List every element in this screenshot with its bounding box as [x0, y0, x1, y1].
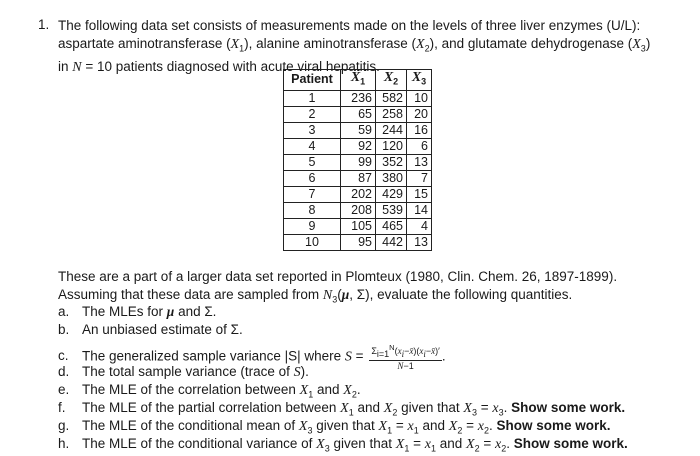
- cell-x3: 7: [407, 170, 432, 186]
- header-patient: Patient: [284, 70, 341, 91]
- cell-x3: 13: [407, 154, 432, 170]
- cell-x3: 4: [407, 218, 432, 234]
- item-f: f. The MLE of the partial correlation between $X_1$ and $X_2$ given that $X_3 = x_3$. Show some work.: [58, 400, 626, 418]
- cell-x1: 208: [341, 202, 376, 218]
- cell-x1: 202: [341, 186, 376, 202]
- cell-x3: 16: [407, 122, 432, 138]
- cell-patient: 9: [284, 218, 341, 234]
- item-a: a. The MLEs for μ and Σ.: [58, 304, 217, 319]
- header-x2: $X_2$: [376, 70, 407, 91]
- cell-x1: 87: [341, 170, 376, 186]
- table-row: [284, 106, 432, 122]
- item-d: d. The total sample variance (trace of S).: [58, 364, 309, 380]
- cell-x1: 65: [341, 106, 376, 122]
- item-g: g. The MLE of the conditional mean of $X_3$ given that $X_1 = x_1$ and $X_2 = x_2$. Show some work.: [58, 418, 611, 436]
- cell-x3: 10: [407, 90, 432, 106]
- intro-line-3: in N = 10 patients diagnosed with acute viral hepatitis.: [58, 58, 380, 75]
- item-c: c. The generalized sample variance |S| where S = $\frac{\Sigma_{i=1}^N(x_i-x̄)(x_i-x̄)'}{N-1}$ .: [58, 343, 446, 371]
- cell-patient: 8: [284, 202, 341, 218]
- cell-patient: 3: [284, 122, 341, 138]
- cell-x3: 20: [407, 106, 432, 122]
- cell-x2: 380: [376, 170, 407, 186]
- header-x3: $X_3$: [407, 70, 432, 91]
- cell-x3: 6: [407, 138, 432, 154]
- cell-x3: 15: [407, 186, 432, 202]
- cell-patient: 1: [284, 90, 341, 106]
- table-row: [284, 234, 432, 250]
- cell-x1: 236: [341, 90, 376, 106]
- cell-x1: 95: [341, 234, 376, 250]
- cell-x2: 465: [376, 218, 407, 234]
- item-b: b. An unbiased estimate of Σ.: [58, 322, 243, 337]
- intro-line-2: aspartate aminotransferase $(X_1)$, alanine aminotransferase $(X_2)$, and glutamate dehydrogenase $(X_3)$: [58, 36, 651, 54]
- table-row: [284, 90, 432, 106]
- table-row: [284, 138, 432, 154]
- cell-patient: 2: [284, 106, 341, 122]
- cell-x1: 99: [341, 154, 376, 170]
- cell-x2: 120: [376, 138, 407, 154]
- cell-x2: 244: [376, 122, 407, 138]
- cell-x2: 582: [376, 90, 407, 106]
- intro-line-1: The following data set consists of measurements made on the levels of three liver enzymes (U/L):: [58, 18, 641, 33]
- cell-x2: 539: [376, 202, 407, 218]
- context-paragraph: [58, 268, 617, 309]
- sample-covariance-fraction: $\frac{\Sigma_{i=1}^N(x_i-x̄)(x_i-x̄)'}{N-1}$: [371, 343, 440, 371]
- cell-patient: 10: [284, 234, 341, 250]
- table-row: [284, 186, 432, 202]
- table-row: [284, 154, 432, 170]
- context-line-2: Assuming that these data are sampled from $N_3(\mu$, Σ), evaluate the following quantities.: [58, 287, 573, 305]
- item-e: e. The MLE of the correlation between $X_1$ and $X_2$.: [58, 382, 361, 400]
- cell-patient: 6: [284, 170, 341, 186]
- enzyme-data-table: [283, 69, 432, 251]
- cell-x2: 352: [376, 154, 407, 170]
- cell-patient: 7: [284, 186, 341, 202]
- context-line-1: These are a part of a larger data set reported in Plomteux (1980, Clin. Chem. 26, 1897-1899).: [58, 269, 618, 284]
- table-row: [284, 202, 432, 218]
- cell-x3: 13: [407, 234, 432, 250]
- header-x1: $X_1$: [341, 70, 376, 91]
- cell-x3: 14: [407, 202, 432, 218]
- question-intro: [58, 17, 688, 77]
- table-row: [284, 122, 432, 138]
- table-row: [284, 218, 432, 234]
- cell-patient: 5: [284, 154, 341, 170]
- cell-x2: 258: [376, 106, 407, 122]
- table-row: [284, 170, 432, 186]
- cell-patient: 4: [284, 138, 341, 154]
- cell-x1: 59: [341, 122, 376, 138]
- item-h: h. The MLE of the conditional variance of $X_3$ given that $X_1 = x_1$ and $X_2 = x_2$. Show some work.: [58, 436, 628, 454]
- table-header-row: [284, 70, 432, 91]
- cell-x2: 429: [376, 186, 407, 202]
- question-number: 1.: [38, 17, 50, 32]
- cell-x1: 92: [341, 138, 376, 154]
- cell-x1: 105: [341, 218, 376, 234]
- cell-x2: 442: [376, 234, 407, 250]
